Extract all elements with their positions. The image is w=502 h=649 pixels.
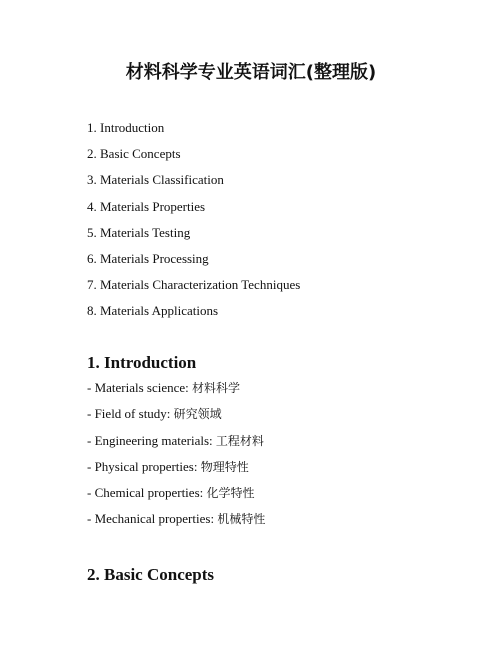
term-item <box>87 430 265 456</box>
term-chinese: 化学特性 <box>206 486 255 501</box>
term-item <box>87 377 265 403</box>
term-item <box>87 508 265 534</box>
toc-item: 1. Introduction <box>87 120 165 135</box>
toc-item: 4. Materials Properties <box>87 198 206 214</box>
term-english: - Field of study: <box>87 406 174 422</box>
table-of-contents <box>87 117 300 327</box>
toc-item: 8. Materials Applications <box>87 303 219 319</box>
term-chinese: 工程材料 <box>215 433 264 448</box>
section-heading-introduction: 1. Introduction <box>87 353 197 372</box>
toc-item: 2. Basic Concepts <box>87 146 181 162</box>
introduction-term-list <box>87 377 265 535</box>
term-chinese: 研究领域 <box>173 407 222 422</box>
section-heading-basic-concepts: 2. Basic Concepts <box>87 565 215 584</box>
toc-item: 6. Materials Processing <box>87 250 209 266</box>
toc-item: 5. Materials Testing <box>87 224 191 240</box>
toc-item: 3. Materials Classification <box>87 172 224 188</box>
term-chinese: 机械特性 <box>217 512 266 527</box>
term-item <box>87 456 265 482</box>
toc-item: 7. Materials Characterization Techniques <box>87 277 301 293</box>
term-english: - Physical properties: <box>87 458 201 474</box>
term-item <box>87 403 265 429</box>
term-item <box>87 482 265 508</box>
term-english: - Mechanical properties: <box>87 511 218 527</box>
term-chinese: 物理特性 <box>200 459 249 474</box>
term-chinese: 材料科学 <box>192 381 241 395</box>
term-english: - Engineering materials: <box>87 432 216 448</box>
document-title: 材料科学专业英语词汇(整理版) <box>125 62 377 83</box>
term-english: - Materials science: <box>87 380 193 395</box>
term-english: - Chemical properties: <box>87 485 207 501</box>
